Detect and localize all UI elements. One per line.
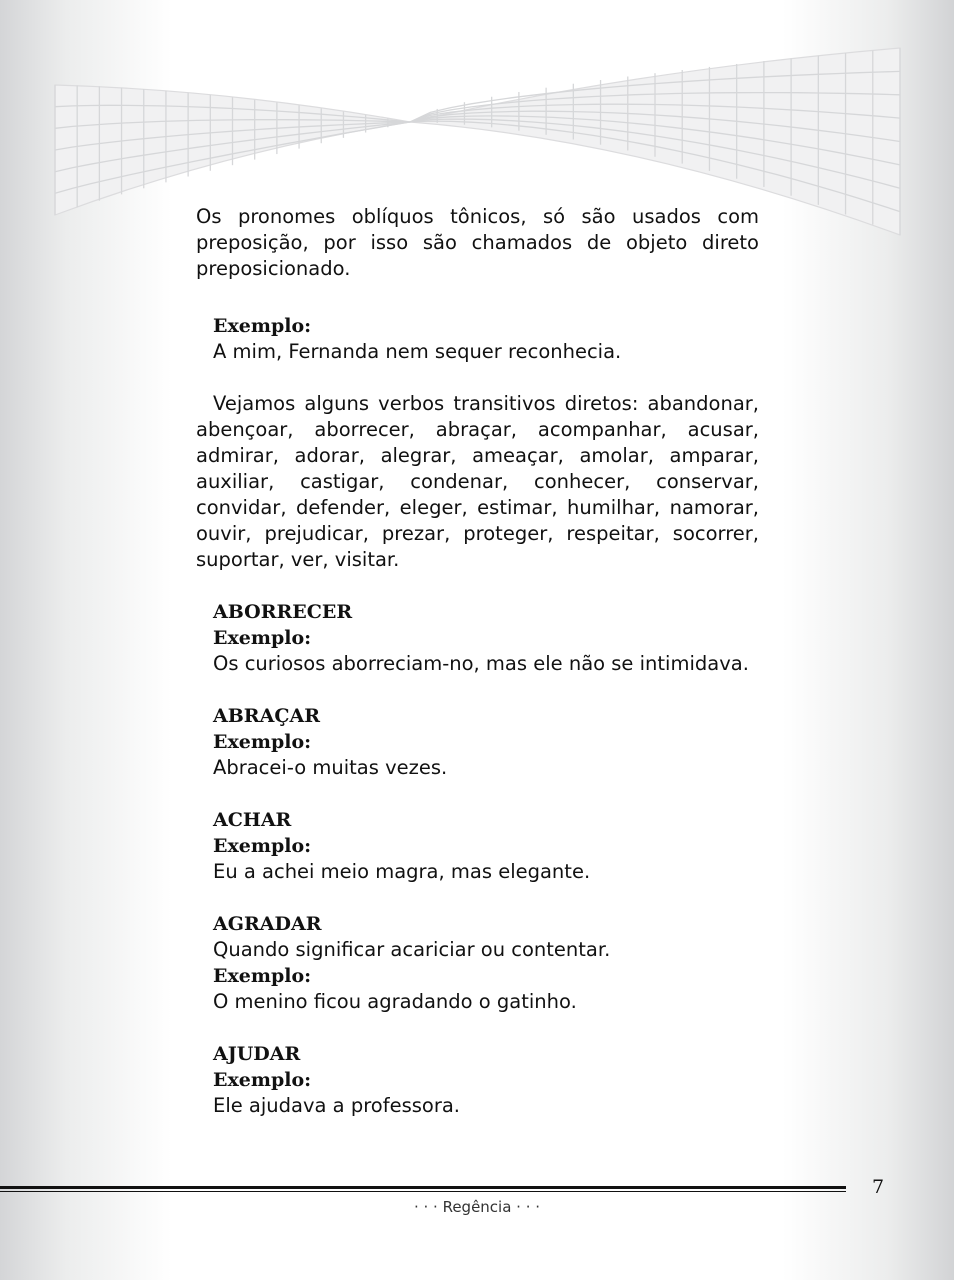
verb-heading: ABRAÇAR — [213, 705, 320, 727]
example-text: A mim, Fernanda nem sequer reconhecia. — [213, 340, 622, 363]
verb-entry — [196, 703, 759, 781]
example-heading: Exemplo: — [213, 627, 312, 649]
intro-example-block — [196, 313, 759, 365]
example-heading: Exemplo: — [213, 315, 312, 337]
verb-heading: AGRADAR — [213, 913, 322, 935]
example-heading: Exemplo: — [213, 731, 312, 753]
example-text: Ele ajudava a professora. — [213, 1094, 460, 1117]
verb-entry — [196, 1041, 759, 1119]
footer-section-label: · · · Regência · · · — [413, 1198, 541, 1216]
page-number: 7 — [872, 1176, 885, 1198]
verb-note: Quando significar acariciar ou contentar. — [213, 938, 611, 961]
verbs-paragraph: Vejamos alguns verbos transitivos diretos: abandonar, abençoar, aborrecer, abraçar, acompanhar, acusar, admirar, adorar, alegrar, ameaçar, amolar, amparar, auxiliar, castigar, condenar, conhecer, conservar, convidar, defender, eleger, estimar, humilhar, namorar, ouvir, prejudicar, prezar, proteger, respeitar, socorrer, suportar, ver, visitar. — [196, 392, 759, 571]
verb-heading: ABORRECER — [213, 601, 353, 623]
verb-heading: AJUDAR — [213, 1043, 301, 1065]
example-heading: Exemplo: — [213, 1069, 312, 1091]
page-body — [196, 204, 759, 1119]
example-text: O menino ficou agradando o gatinho. — [213, 990, 577, 1013]
footer-rule — [0, 1186, 846, 1189]
example-heading: Exemplo: — [213, 965, 312, 987]
verb-entry — [196, 807, 759, 885]
verb-entry — [196, 911, 759, 1015]
verb-heading: ACHAR — [213, 809, 292, 831]
footer-rule-thin — [0, 1191, 846, 1192]
example-heading: Exemplo: — [213, 835, 312, 857]
verb-entries — [196, 599, 759, 1119]
verb-entry — [196, 599, 759, 677]
example-text: Eu a achei meio magra, mas elegante. — [213, 860, 591, 883]
example-text: Abracei-o muitas vezes. — [213, 756, 448, 779]
example-text: Os curiosos aborreciam-no, mas ele não se intimidava. — [213, 652, 749, 675]
intro-paragraph: Os pronomes oblíquos tônicos, só são usados com preposição, por isso são chamados de objeto direto preposicionado. — [196, 205, 759, 280]
